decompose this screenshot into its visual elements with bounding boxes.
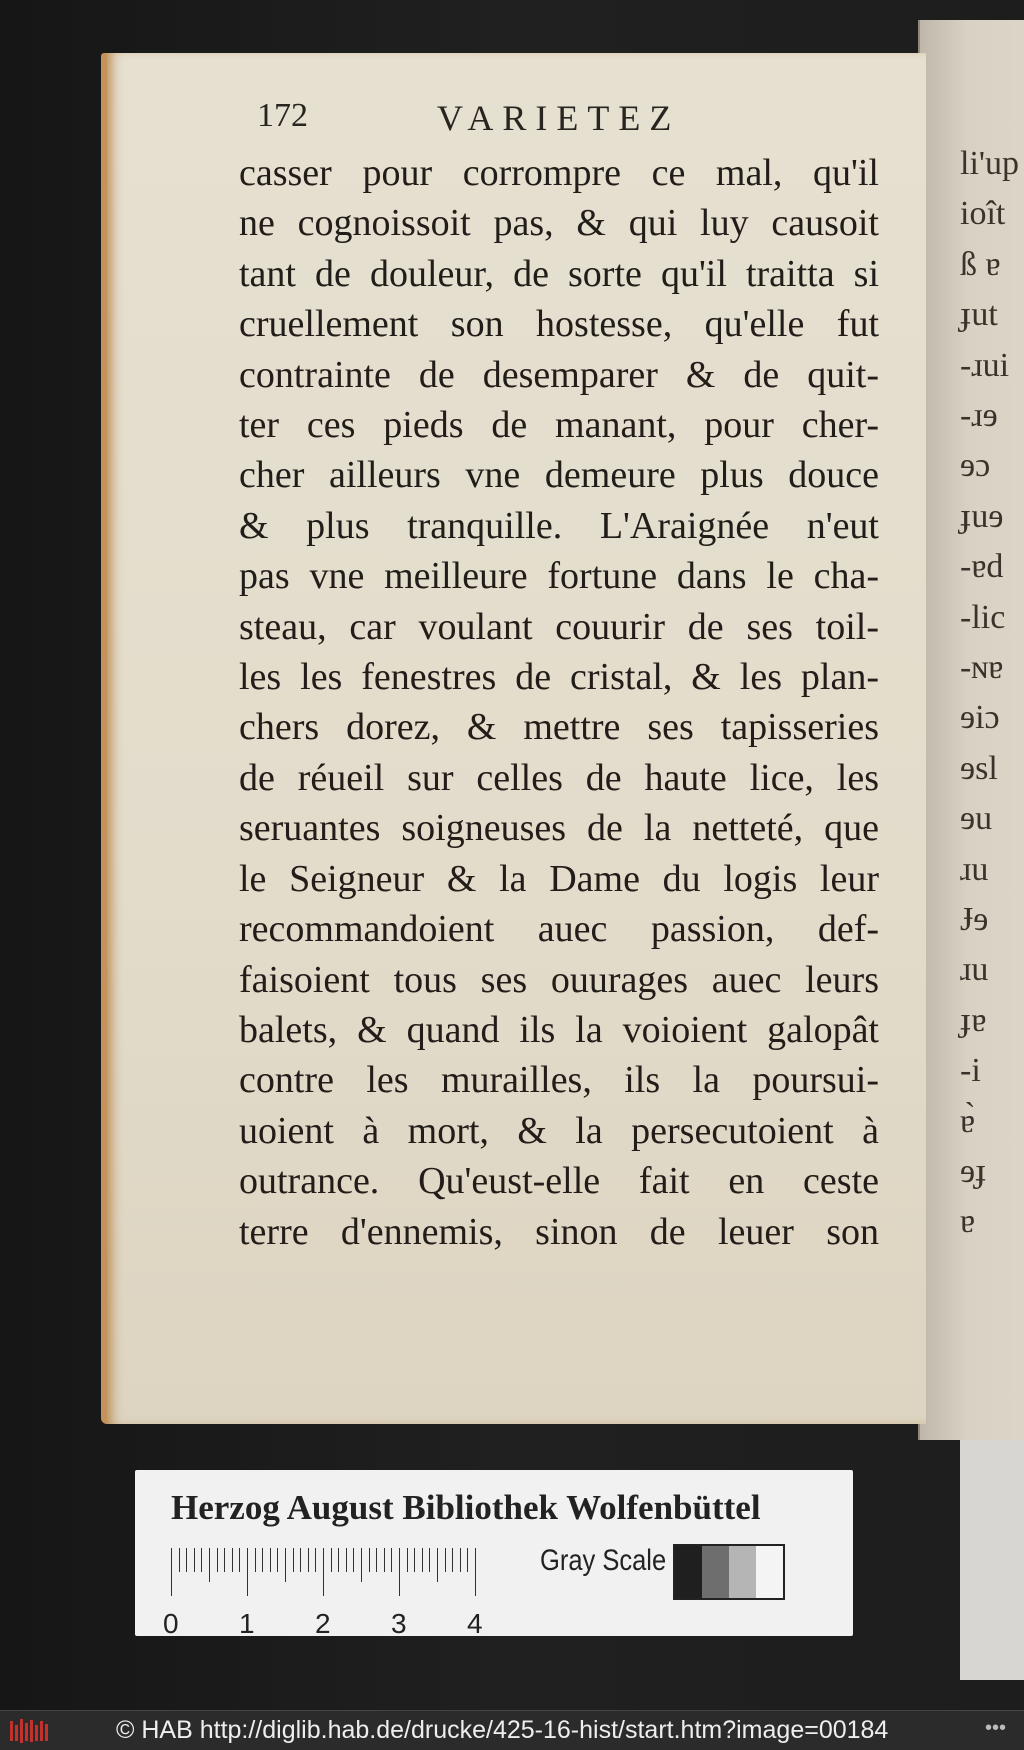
next-page-fragment: li'up xyxy=(960,145,1020,182)
text-line: ne cognoissoit pas, & qui luy causoit xyxy=(239,202,879,245)
ruler-tick xyxy=(262,1548,263,1572)
text-line: contrainte de desemparer & de quit- xyxy=(239,353,879,396)
text-line: contre les murailles, ils la poursui- xyxy=(239,1059,879,1102)
next-page-fragment: ɟuɘ xyxy=(960,497,1004,535)
ruler-tick xyxy=(331,1548,332,1572)
ruler-tick xyxy=(338,1548,339,1572)
next-page-fragment: ɘu xyxy=(960,800,993,838)
next-page-fragment: ɘiɔ xyxy=(960,699,1000,737)
hab-logo-icon xyxy=(10,1719,50,1743)
next-page-fragment: Ɉɘ xyxy=(960,901,989,938)
institution-name: Herzog August Bibliothek Wolfenbüttel xyxy=(171,1488,761,1527)
ruler-tick xyxy=(346,1548,347,1572)
ruler-number: 0 xyxy=(163,1608,179,1639)
next-page-fragment: ɘsl xyxy=(960,749,998,787)
gray-swatch xyxy=(702,1546,729,1598)
text-line: & plus tranquille. L'Araignée n'eut xyxy=(239,504,879,547)
ruler-tick xyxy=(186,1548,187,1572)
ruler-tick xyxy=(384,1548,385,1572)
ruler-tick xyxy=(376,1548,377,1572)
ruler-tick xyxy=(239,1548,240,1572)
gray-swatch xyxy=(756,1546,783,1598)
ruler-tick xyxy=(391,1548,392,1572)
text-line: recommandoient auec passion, def- xyxy=(239,908,879,951)
ruler-tick xyxy=(407,1548,408,1572)
ruler-tick xyxy=(255,1548,256,1572)
next-page-edge xyxy=(918,20,1024,1440)
footer-credit-link[interactable]: © HAB http://diglib.hab.de/drucke/425-16-hist/start.htm?image=00184 xyxy=(116,1716,889,1744)
footer-bar xyxy=(0,1710,1024,1750)
next-page-fragment: -ɐd xyxy=(960,548,1004,586)
text-line: le Seigneur & la Dame du logis leur xyxy=(239,857,879,900)
text-line: les les fenestres de cristal, & les plan- xyxy=(239,656,879,699)
color-chart-card xyxy=(135,1470,853,1639)
ruler-tick xyxy=(308,1548,309,1572)
ruler-tick xyxy=(460,1548,461,1572)
ruler-tick xyxy=(171,1548,172,1596)
next-page-fragment: -ɴɐ xyxy=(960,649,1004,686)
ruler-number: 4 xyxy=(467,1608,483,1639)
ruler-tick xyxy=(209,1548,210,1582)
next-page-fragment: ɘɟ xyxy=(960,1153,987,1190)
ruler-tick xyxy=(201,1548,202,1572)
gray-scale-swatches xyxy=(673,1544,785,1600)
ruler-tick xyxy=(414,1548,415,1572)
text-line: seruantes soigneuses de la netteté, que xyxy=(239,807,879,850)
ruler-tick xyxy=(399,1548,400,1596)
ruler-tick xyxy=(194,1548,195,1572)
ruler-tick xyxy=(361,1548,362,1582)
ruler-tick xyxy=(217,1548,218,1572)
next-page-fragment: ɐ xyxy=(960,1203,976,1241)
text-line: outrance. Qu'eust-elle fait en ceste xyxy=(239,1160,879,1203)
gray-scale-label: Gray Scale xyxy=(540,1544,667,1577)
next-page-fragment: ɟut xyxy=(960,296,998,334)
page-number: 172 xyxy=(257,97,308,134)
text-line: casser pour corrompre ce mal, qu'il xyxy=(239,152,879,194)
next-page-fragment: -i xyxy=(960,1052,981,1090)
text-line: uoient à mort, & la persecutoient à xyxy=(239,1109,879,1152)
text-line: tant de douleur, de sorte qu'il traitta si xyxy=(239,252,879,295)
running-title: VARIETEZ xyxy=(437,98,681,138)
ruler-tick xyxy=(224,1548,225,1572)
ruler-number: 3 xyxy=(391,1608,407,1639)
ruler-tick xyxy=(293,1548,294,1572)
next-page-fragment: ɹu xyxy=(960,850,989,888)
ruler-tick xyxy=(445,1548,446,1572)
ruler-tick xyxy=(315,1548,316,1572)
next-page-fragment: ɐ̀ xyxy=(960,1102,976,1140)
gray-swatch xyxy=(729,1546,756,1598)
ruler-tick xyxy=(429,1548,430,1572)
ruler-tick xyxy=(422,1548,423,1572)
text-line: chers dorez, & mettre ses tapisseries xyxy=(239,706,879,749)
ruler-number: 2 xyxy=(315,1608,331,1639)
ruler-tick xyxy=(369,1548,370,1572)
ruler-number: 1 xyxy=(239,1608,255,1639)
next-page-lower-edge xyxy=(960,1440,1024,1680)
book-page xyxy=(101,53,926,1424)
ruler-tick xyxy=(179,1548,180,1572)
next-page-fragment: ß ɐ xyxy=(960,245,1001,283)
ruler-tick xyxy=(323,1548,324,1596)
text-line: cruellement son hostesse, qu'elle fut xyxy=(239,303,879,346)
ruler-tick xyxy=(247,1548,248,1596)
text-line: balets, & quand ils la voioient galopât xyxy=(239,1008,879,1051)
text-line: de réueil sur celles de haute lice, les xyxy=(239,756,879,799)
ruler-tick xyxy=(270,1548,271,1572)
next-page-fragment: ɘɔ xyxy=(960,447,991,485)
gray-swatch xyxy=(675,1546,702,1598)
next-page-fragment: -ɹui xyxy=(960,346,1010,384)
next-page-fragment: ɹu xyxy=(960,951,989,989)
text-line: cher ailleurs vne demeure plus douce xyxy=(239,454,879,497)
page-text xyxy=(239,148,879,1257)
ruler-tick xyxy=(285,1548,286,1582)
ruler-tick xyxy=(452,1548,453,1572)
next-page-fragment: ɟɐ xyxy=(960,1001,987,1039)
text-line: steau, car voulant couurir de ses toil- xyxy=(239,605,879,648)
next-page-fragment: -lic xyxy=(960,598,1006,636)
more-options-button[interactable]: ••• xyxy=(984,1717,1006,1739)
next-page-fragment: ioît xyxy=(960,195,1006,233)
ruler-tick xyxy=(232,1548,233,1572)
ruler-tick xyxy=(467,1548,468,1572)
ruler-tick xyxy=(475,1548,476,1596)
next-page-fragment: -ɹɘ xyxy=(960,397,998,434)
ruler-tick xyxy=(300,1548,301,1572)
text-line: pas vne meilleure fortune dans le cha- xyxy=(239,555,879,598)
measurement-ruler xyxy=(163,1548,511,1639)
ruler-tick xyxy=(277,1548,278,1572)
text-line: ter ces pieds de manant, pour cher- xyxy=(239,404,879,447)
text-line: terre d'ennemis, sinon de leuer son xyxy=(239,1210,879,1253)
text-line: faisoient tous ses ouurages auec leurs xyxy=(239,958,879,1001)
ruler-tick xyxy=(353,1548,354,1572)
ruler-tick xyxy=(437,1548,438,1582)
